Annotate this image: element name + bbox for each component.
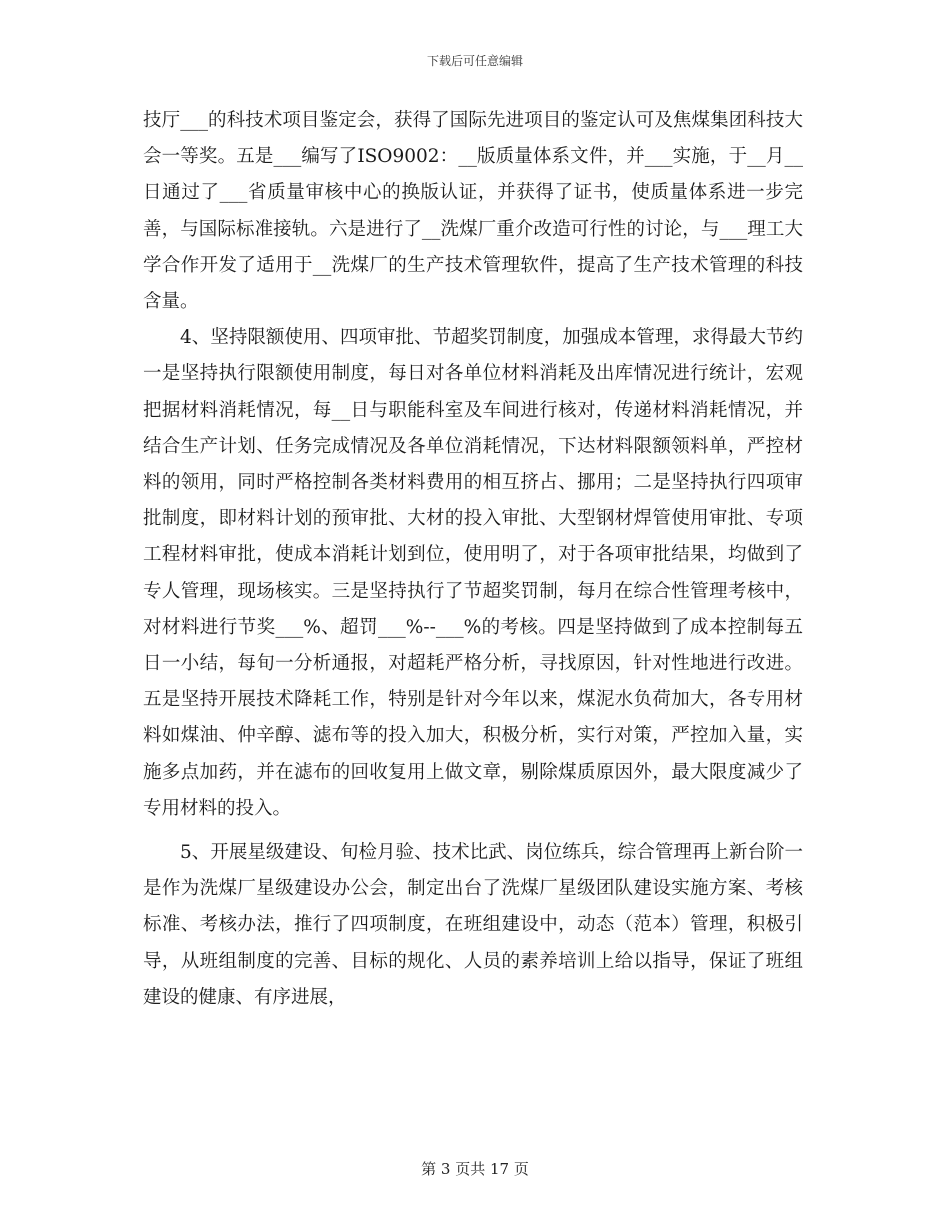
document-body	[143, 103, 803, 1016]
paragraph-3: 5、开展星级建设、旬检月验、技术比武、岗位练兵，综合管理再上新台阶一是作为洗煤厂星级建设办公会，制定出台了洗煤厂星级团队建设实施方案、考核标准、考核办法，推行了四项制度，在班组建设中，动态（范本）管理，积极引导，从班组制度的完善、目标的规化、人员的素养培训上给以指导，保证了班组建设的健康、有序进展，	[143, 842, 803, 1008]
paragraph-2: 4、坚持限额使用、四项审批、节超奖罚制度，加强成本管理，求得最大节约一是坚持执行限额使用制度，每日对各单位材料消耗及出库情况进行统计，宏观把据材料消耗情况，每__日与职能科室及车间进行核对，传递材料消耗情况，并结合生产计划、任务完成情况及各单位消耗情况，下达材料限额领料单，严控材料的领用，同时严格控制各类材料费用的相互挤占、挪用；二是坚持执行四项审批制度，即材料计划的预审批、大材的投入审批、大型钢材焊管使用审批、专项工程材料审批，使成本消耗计划到位，使用明了，对于各项审批结果，均做到了专人管理，现场核实。三是坚持执行了节超奖罚制，每月在综合性管理考核中，对材料进行节奖___%、超罚___%--___%的考核。四是坚持做到了成本控制每五日一小结，每旬一分析通报，对超耗严格分析，寻找原因，针对性地进行改进。五是坚持开展技术降耗工作，特别是针对今年以来，煤泥水负荷加大，各专用材料如煤油、仲辛醇、滤布等的投入加大，积极分析，实行对策，严控加入量，实施多点加药，并在滤布的回收复用上做文章，剔除煤质原因外，最大限度减少了专用材料的投入。	[143, 327, 803, 819]
page-footer: 第 3 页共 17 页	[421, 1160, 529, 1178]
paragraph-1: 技厅___的科技术项目鉴定会，获得了国际先进项目的鉴定认可及焦煤集团科技大会一等奖。五是___编写了ISO9002：__版质量体系文件，并___实施，于__月__日通过了___省质量审核中心的换版认证，并获得了证书，使质量体系进一步完善，与国际标准接轨。六是进行了__洗煤厂重介改造可行性的讨论，与___理工大学合作开发了适用于__洗煤厂的生产技术管理软件，提高了生产技术管理的科技含量。	[143, 110, 803, 313]
page-header: 下载后可任意编辑	[426, 54, 523, 68]
